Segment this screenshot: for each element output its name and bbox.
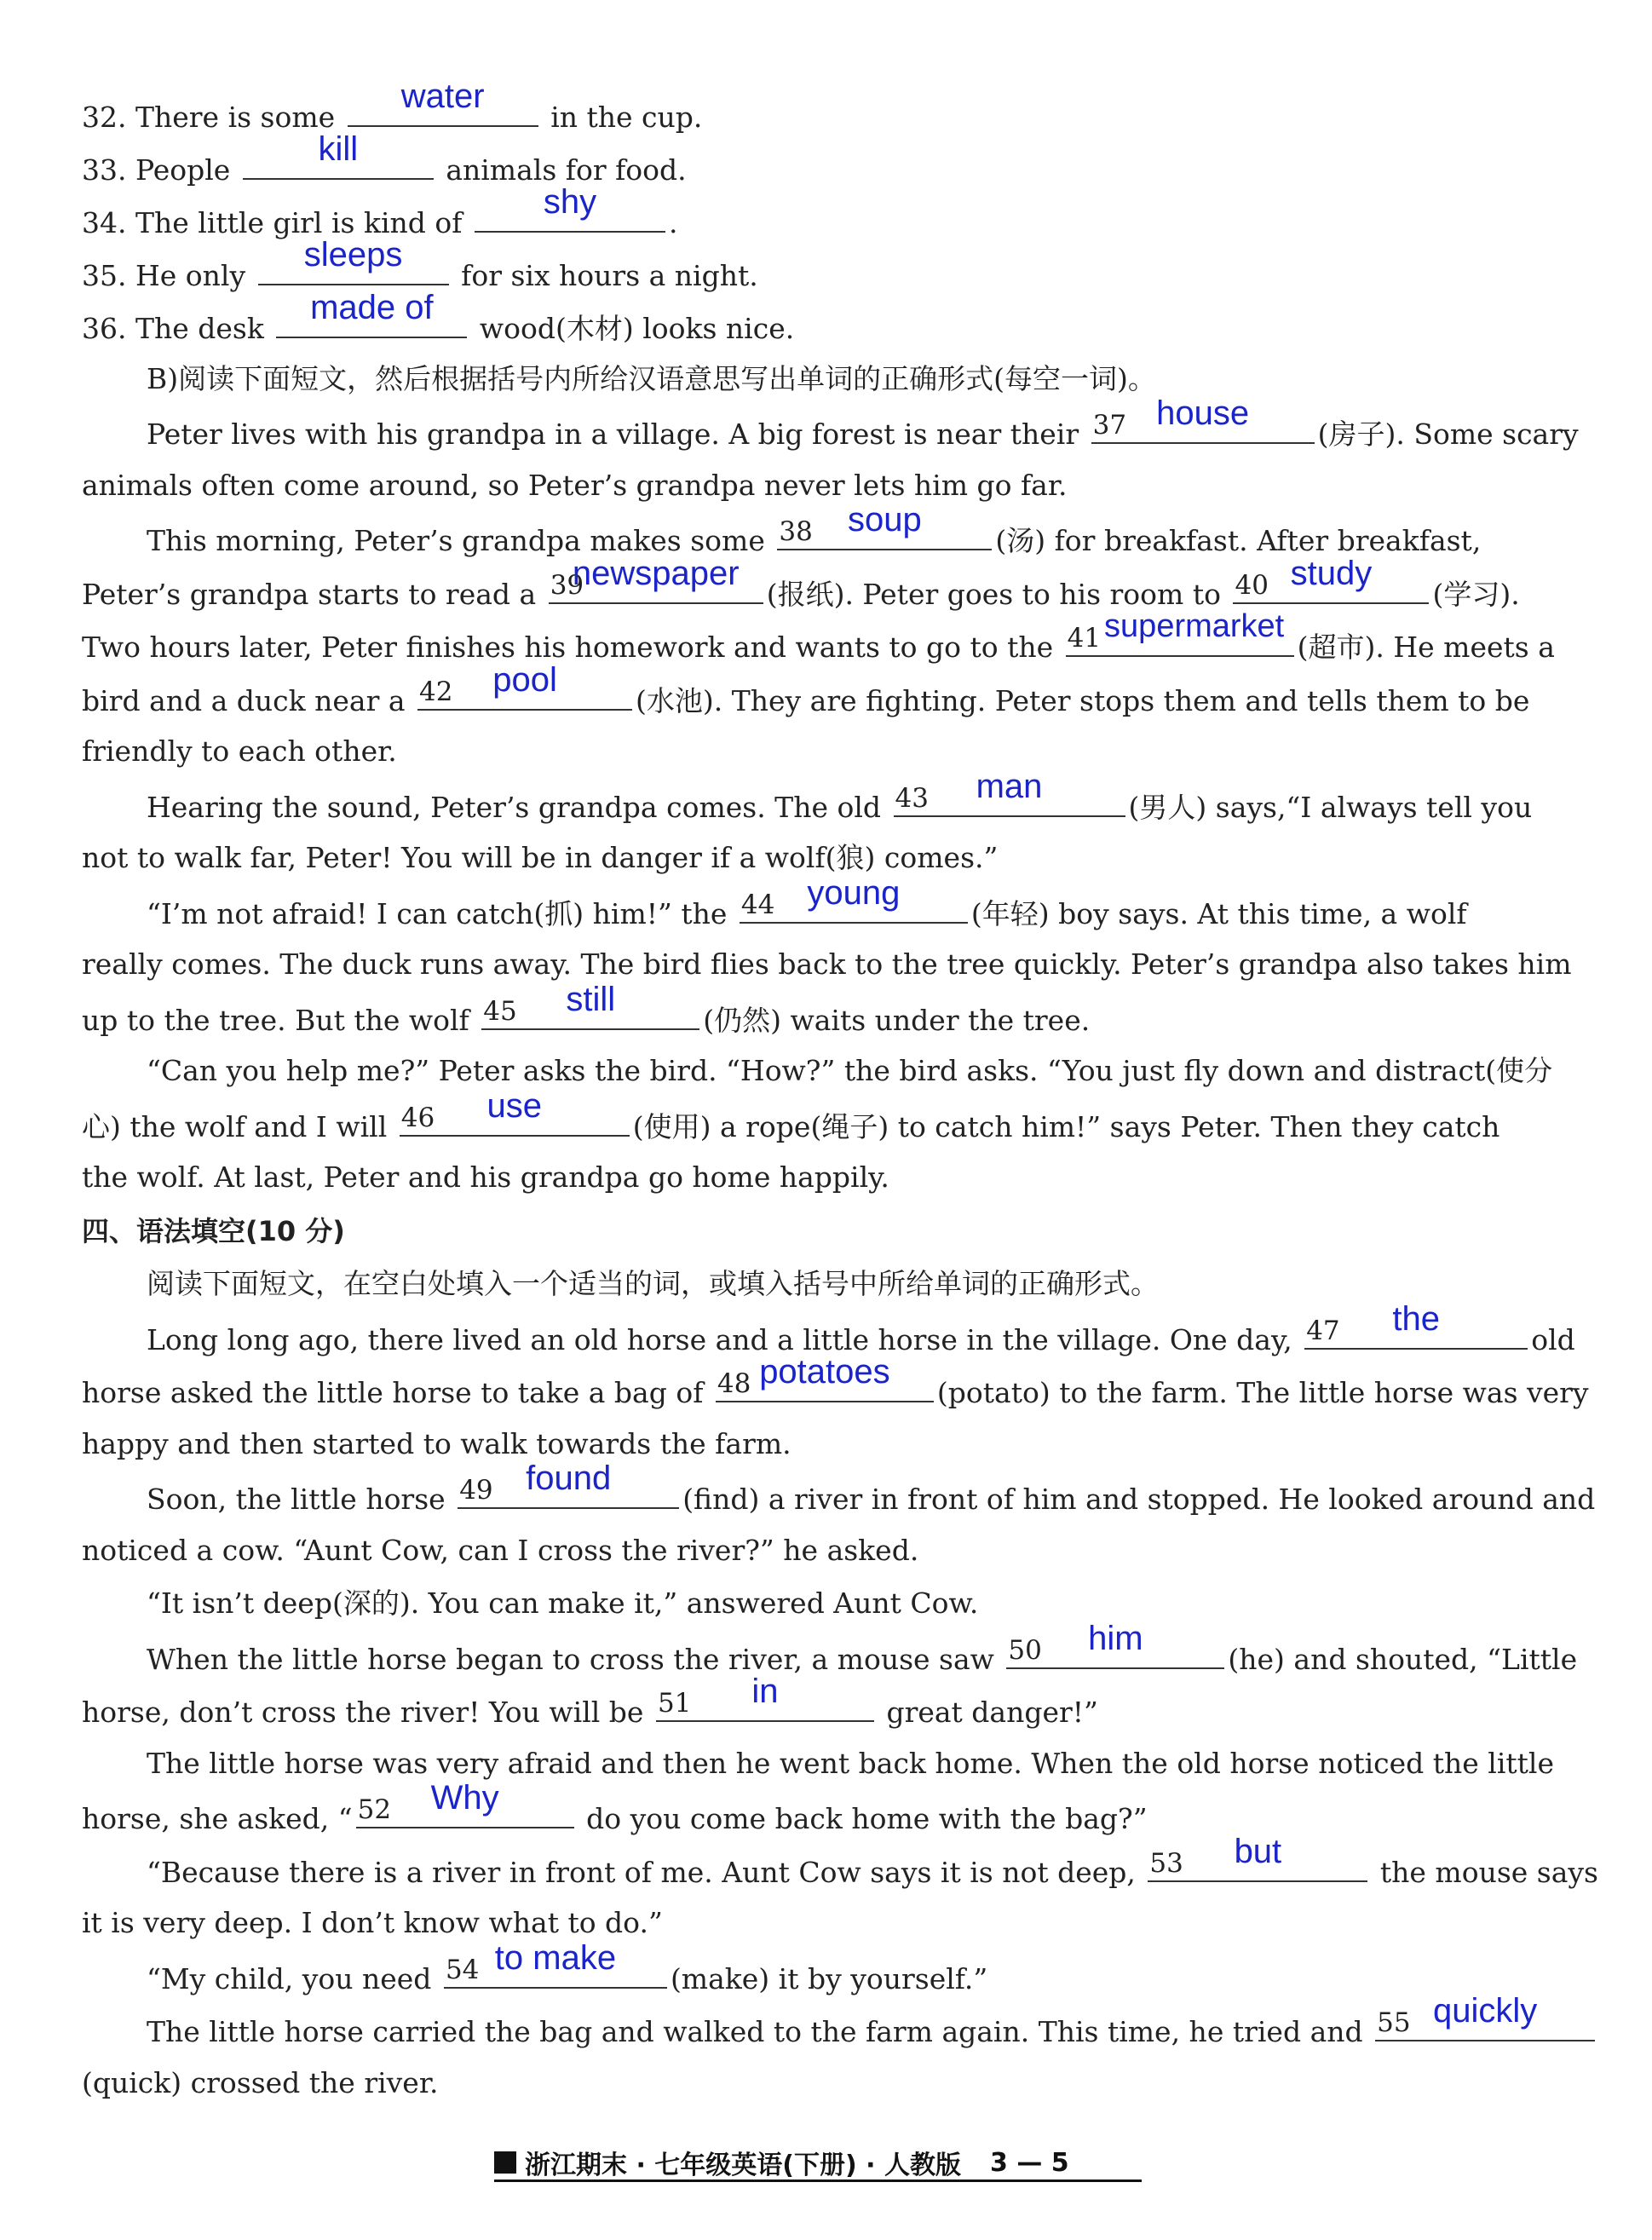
passage-g-line: “Because there is a river in front of me. Aunt Cow says it is not deep, 53 but the mouse says xyxy=(147,1833,1598,1889)
answer-blank-54[interactable]: 54 to make xyxy=(444,1960,667,1989)
answer-blank-52[interactable]: 52 Why xyxy=(356,1799,574,1828)
answer-blank-53[interactable]: 53 but xyxy=(1148,1853,1367,1882)
passage-g-line: (quick) crossed the river. xyxy=(82,2066,439,2099)
question-33: 33. People kill animals for food. xyxy=(82,130,687,187)
answer-blank-43[interactable]: 43 man xyxy=(894,788,1125,817)
question-32: 32. There is some water in the cup. xyxy=(82,78,703,134)
answer-blank-42[interactable]: 42 pool xyxy=(417,682,632,711)
passage-b-line: animals often come around, so Peter’s grandpa never lets him go far. xyxy=(82,469,1068,502)
passage-b-line: up to the tree. But the wolf 45 still (仍然) waits under the tree. xyxy=(82,981,1091,1037)
answer-blank-40[interactable]: 40 study xyxy=(1233,575,1429,604)
answer-blank-41[interactable]: 41 supermarket xyxy=(1066,628,1294,657)
answer-blank-49[interactable]: 49 found xyxy=(458,1480,679,1509)
passage-b-line: Peter lives with his grandpa in a village. A big forest is near their 37 house (房子). Some scary xyxy=(147,394,1579,451)
passage-g-line: The little horse carried the bag and walked to the farm again. This time, he tried and 55 quickly xyxy=(147,2013,1581,2049)
passage-g-line: “It isn’t deep(深的). You can make it,” answered Aunt Cow. xyxy=(147,1586,979,1620)
passage-b-line: the wolf. At last, Peter and his grandpa go home happily. xyxy=(82,1160,889,1194)
passage-b-line: “I’m not afraid! I can catch(抓) him!” the 44 young (年轻) boy says. At this time, a wolf xyxy=(147,874,1467,930)
page-number: 3 — 5 xyxy=(990,2147,1069,2178)
answer-blank-46[interactable]: 46 use xyxy=(400,1108,630,1137)
section-4-title: 四、语法填空(10 分) xyxy=(82,1215,345,1247)
answer-blank[interactable]: shy xyxy=(475,204,665,233)
answer-blank-44[interactable]: 44 young xyxy=(740,895,968,924)
passage-g-line: The little horse was very afraid and then he went back home. When the old horse noticed the little xyxy=(147,1747,1555,1780)
footer-title: 浙江期末 · 七年级英语(下册) · 人教版 xyxy=(525,2151,961,2180)
passage-g-line: Long long ago, there lived an old horse and a little horse in the village. One day, 47 the old xyxy=(147,1300,1575,1356)
passage-b-line: Hearing the sound, Peter’s grandpa comes. The old 43 man (男人) says,“I always tell you xyxy=(147,768,1533,824)
question-35: 35. He only sleeps for six hours a night. xyxy=(82,236,758,292)
answer-blank-37[interactable]: 37 house xyxy=(1091,415,1315,444)
answer-blank-45[interactable]: 45 still xyxy=(481,1001,699,1030)
answer-blank-38[interactable]: 38 soup xyxy=(777,521,992,550)
passage-b-line: friendly to each other. xyxy=(82,734,397,768)
passage-g-line: horse, she asked, “ 52 Why do you come back home with the bag?” xyxy=(82,1779,1148,1835)
answer-blank-39[interactable]: 39 newspaper xyxy=(549,575,763,604)
answer-blank-55[interactable]: 55 quickly xyxy=(1375,2013,1595,2041)
passage-b-line: “Can you help me?” Peter asks the bird. “How?” the bird asks. “You just fly down and distract(使分 xyxy=(147,1054,1553,1087)
answer-blank[interactable]: sleeps xyxy=(258,256,449,285)
passage-b-line: really comes. The duck runs away. The bird flies back to the tree quickly. Peter’s grandpa also takes him xyxy=(82,947,1572,981)
footer-square-icon xyxy=(494,2151,516,2174)
passage-b-line: not to walk far, Peter! You will be in danger if a wolf(狼) comes.” xyxy=(82,841,999,874)
passage-g-line: horse, don’t cross the river! You will be 51 in great danger!” xyxy=(82,1673,1098,1729)
passage-b-line: bird and a duck near a 42 pool (水池). They are fighting. Peter stops them and tells them to be xyxy=(82,661,1530,717)
answer-blank[interactable]: kill xyxy=(243,151,434,180)
passage-g-line: Soon, the little horse 49 found (find) a river in front of him and stopped. He looked around and xyxy=(147,1460,1596,1516)
passage-b-line: Peter’s grandpa starts to read a 39 newspaper (报纸). Peter goes to his room to 40 study (学习). xyxy=(82,555,1520,611)
passage-b-line: 心) the wolf and I will 46 use (使用) a rope(绳子) to catch him!” says Peter. Then they catch xyxy=(82,1087,1500,1143)
answer-blank-48[interactable]: 48 potatoes xyxy=(716,1373,934,1402)
page-footer xyxy=(494,2145,1142,2182)
question-36: 36. The desk made of wood(木材) looks nice. xyxy=(82,289,795,345)
passage-g-line: “My child, you need 54 to make (make) it by yourself.” xyxy=(147,1939,988,1995)
passage-g-line: happy and then started to walk towards the farm. xyxy=(82,1427,791,1460)
passage-b-line: Two hours later, Peter finishes his homework and wants to go to the 41 supermarket (超市). He meets a xyxy=(82,608,1555,664)
answer-blank[interactable]: water xyxy=(348,98,538,127)
answer-blank[interactable]: made of xyxy=(276,309,467,338)
passage-g-line: it is very deep. I don’t know what to do.” xyxy=(82,1906,663,1939)
answer-blank-47[interactable]: 47 the xyxy=(1304,1321,1528,1350)
section-b-title: B)阅读下面短文，然后根据括号内所给汉语意思写出单词的正确形式(每空一词)。 xyxy=(147,362,1156,395)
passage-g-line: horse asked the little horse to take a bag of 48 potatoes (potato) to the farm. The little horse was very xyxy=(82,1353,1589,1409)
answer-blank-50[interactable]: 50 him xyxy=(1006,1640,1224,1669)
passage-b-line: This morning, Peter’s grandpa makes some 38 soup (汤) for breakfast. After breakfast, xyxy=(147,501,1482,557)
section-4-instructions: 阅读下面短文，在空白处填入一个适当的词，或填入括号中所给单词的正确形式。 xyxy=(147,1267,1159,1300)
passage-g-line: When the little horse began to cross the river, a mouse saw 50 him (he) and shouted, “Little xyxy=(147,1620,1578,1676)
passage-g-line: noticed a cow. “Aunt Cow, can I cross the river?” he asked. xyxy=(82,1534,919,1567)
question-34: 34. The little girl is kind of shy . xyxy=(82,183,678,239)
answer-blank-51[interactable]: 51 in xyxy=(656,1693,874,1722)
